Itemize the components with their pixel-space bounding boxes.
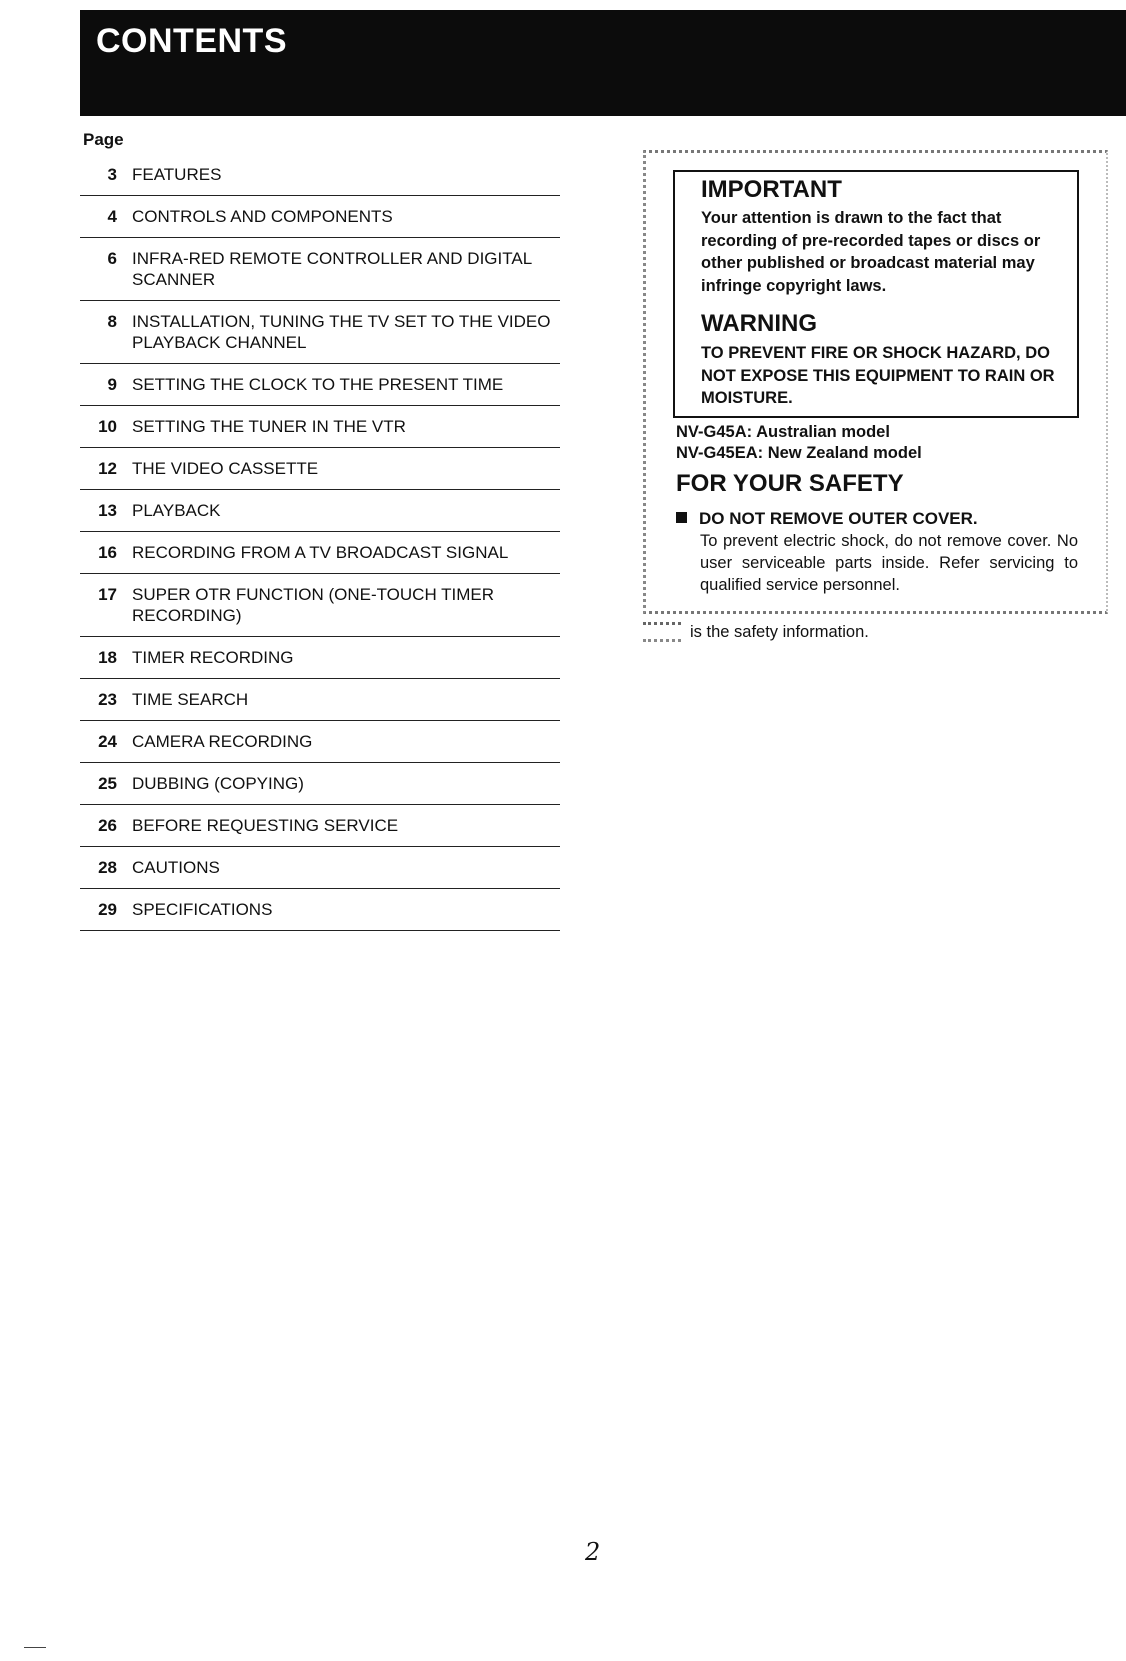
contents-list	[80, 130, 560, 931]
toc-entry-title: CAUTIONS	[132, 858, 220, 877]
toc-entry-title: TIMER RECORDING	[132, 648, 294, 667]
toc-page-number: 17	[98, 585, 117, 604]
toc-page-number: 24	[98, 732, 117, 751]
toc-page-number: 18	[98, 648, 117, 667]
toc-row	[80, 301, 560, 364]
toc-row	[80, 679, 560, 721]
toc-page-number: 6	[107, 249, 117, 268]
toc-page-number: 10	[98, 417, 117, 436]
toc-entry-title: CONTROLS AND COMPONENTS	[132, 207, 393, 226]
toc-page-number: 23	[98, 690, 117, 709]
toc-entry-title: BEFORE REQUESTING SERVICE	[132, 816, 399, 835]
toc-page-number: 25	[98, 774, 117, 793]
toc-entry-title: RECORDING FROM A TV BROADCAST SIGNAL	[132, 543, 509, 562]
toc-entry-title: CAMERA RECORDING	[132, 732, 313, 751]
toc-row	[80, 238, 560, 301]
toc-row	[80, 364, 560, 406]
toc-entry-title: INFRA-RED REMOTE CONTROLLER AND DIGITAL SCANNER	[132, 249, 532, 289]
toc-entry-title: INSTALLATION, TUNING THE TV SET TO THE VIDEO PLAYBACK CHANNEL	[132, 312, 551, 352]
square-bullet-icon	[676, 512, 687, 523]
toc-row	[80, 490, 560, 532]
dotted-frame-icon	[643, 622, 681, 642]
toc-entry-title: FEATURES	[132, 165, 222, 184]
page-title: CONTENTS	[96, 22, 287, 60]
toc-entry-title: THE VIDEO CASSETTE	[132, 459, 319, 478]
toc-page-number: 9	[107, 375, 117, 394]
toc-row	[80, 532, 560, 574]
toc-page-number: 12	[98, 459, 117, 478]
toc-row	[80, 574, 560, 637]
safety-legend	[643, 622, 869, 642]
corner-mark	[24, 1647, 46, 1648]
toc-page-number: 3	[107, 165, 117, 184]
toc-entry-title: SUPER OTR FUNCTION (ONE-TOUCH TIMER RECORDING)	[132, 585, 495, 625]
toc-row	[80, 721, 560, 763]
toc-entry-title: SETTING THE TUNER IN THE VTR	[132, 417, 406, 436]
important-text: Your attention is drawn to the fact that recording of pre-recorded tapes or discs or other published or broadcast material may infringe copyright laws.	[701, 209, 1041, 295]
toc-row	[80, 154, 560, 196]
toc-row	[80, 406, 560, 448]
toc-page-number: 29	[98, 900, 117, 919]
toc-entry-title: PLAYBACK	[132, 501, 221, 520]
toc-page-number: 26	[98, 816, 117, 835]
toc-row	[80, 448, 560, 490]
important-warning-box	[673, 170, 1079, 418]
page-column-label: Page	[83, 130, 124, 149]
model-australia: NV-G45A: Australian model	[676, 423, 890, 441]
safety-instructions: To prevent electric shock, do not remove cover. No user serviceable parts inside. Refer servicing to qualified service personnel.	[700, 532, 1078, 594]
toc-page-number: 13	[98, 501, 117, 520]
toc-page-number: 4	[107, 207, 117, 226]
toc-row	[80, 637, 560, 679]
toc-entry-title: SPECIFICATIONS	[132, 900, 273, 919]
toc-page-number: 28	[98, 858, 117, 877]
toc-row	[80, 847, 560, 889]
warning-text: TO PREVENT FIRE OR SHOCK HAZARD, DO NOT EXPOSE THIS EQUIPMENT TO RAIN OR MOISTURE.	[701, 344, 1055, 407]
toc-entry-title: TIME SEARCH	[132, 690, 249, 709]
toc-entry-title: SETTING THE CLOCK TO THE PRESENT TIME	[132, 375, 504, 394]
toc-page-number: 16	[98, 543, 117, 562]
safety-heading: FOR YOUR SAFETY	[676, 470, 904, 497]
toc-row	[80, 196, 560, 238]
important-heading: IMPORTANT	[701, 176, 842, 203]
toc-page-number: 8	[107, 312, 117, 331]
toc-row	[80, 805, 560, 847]
toc-entry-title: DUBBING (COPYING)	[132, 774, 304, 793]
safety-bullet-text: DO NOT REMOVE OUTER COVER.	[699, 509, 978, 528]
header-bar	[80, 10, 1126, 116]
safety-bullet	[676, 509, 1076, 529]
warning-heading: WARNING	[701, 310, 817, 337]
page-number: 2	[585, 1538, 601, 1566]
toc-row	[80, 889, 560, 931]
model-new-zealand: NV-G45EA: New Zealand model	[676, 444, 922, 462]
legend-text: is the safety information.	[690, 622, 869, 641]
toc-row	[80, 763, 560, 805]
